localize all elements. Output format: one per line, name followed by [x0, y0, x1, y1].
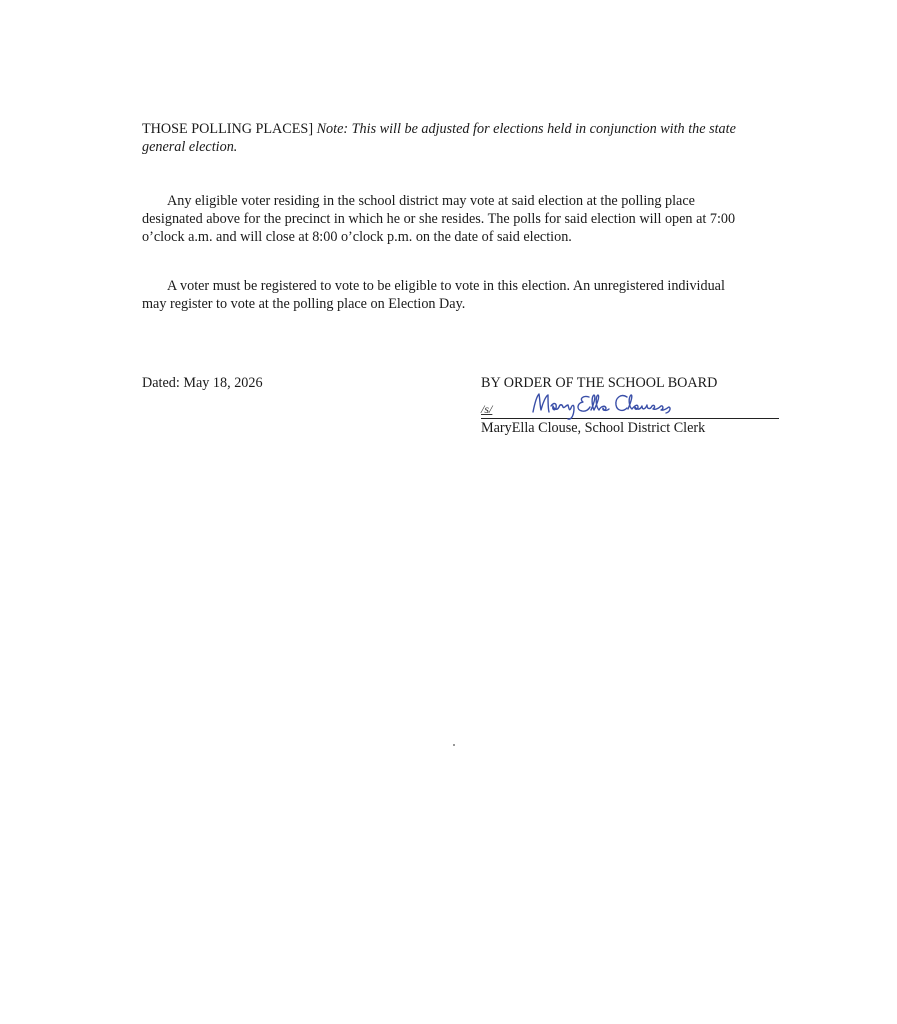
- adjustment-note: Note: This will be adjusted for elections held in conjunction with the state general election.: [142, 121, 736, 155]
- order-title: BY ORDER OF THE SCHOOL BOARD: [481, 375, 718, 391]
- handwritten-signature: [521, 390, 711, 420]
- polling-places-text: THOSE POLLING PLACES]: [142, 121, 314, 137]
- signer-name-title: MaryElla Clouse, School District Clerk: [481, 420, 706, 436]
- eligible-voter-paragraph: Any eligible voter residing in the school district may vote at said election at the polling place designated above for the precinct in which he or she resides. The polls for said election will open at 7:00 o’clock a.m. and will close at 8:00 o’clock p.m. on the date of said election.: [142, 193, 736, 245]
- scan-speck: [453, 744, 455, 746]
- signature-line: [481, 392, 779, 419]
- polling-places-note-paragraph: [142, 120, 752, 156]
- dated-line: Dated: May 18, 2026: [142, 375, 263, 391]
- voter-registration-paragraph: A voter must be registered to vote to be eligible to vote in this election. An unregistered individual may register to vote at the polling place on Election Day.: [142, 278, 725, 312]
- signature-block: [481, 375, 791, 437]
- signature-prefix: /s/: [481, 402, 493, 416]
